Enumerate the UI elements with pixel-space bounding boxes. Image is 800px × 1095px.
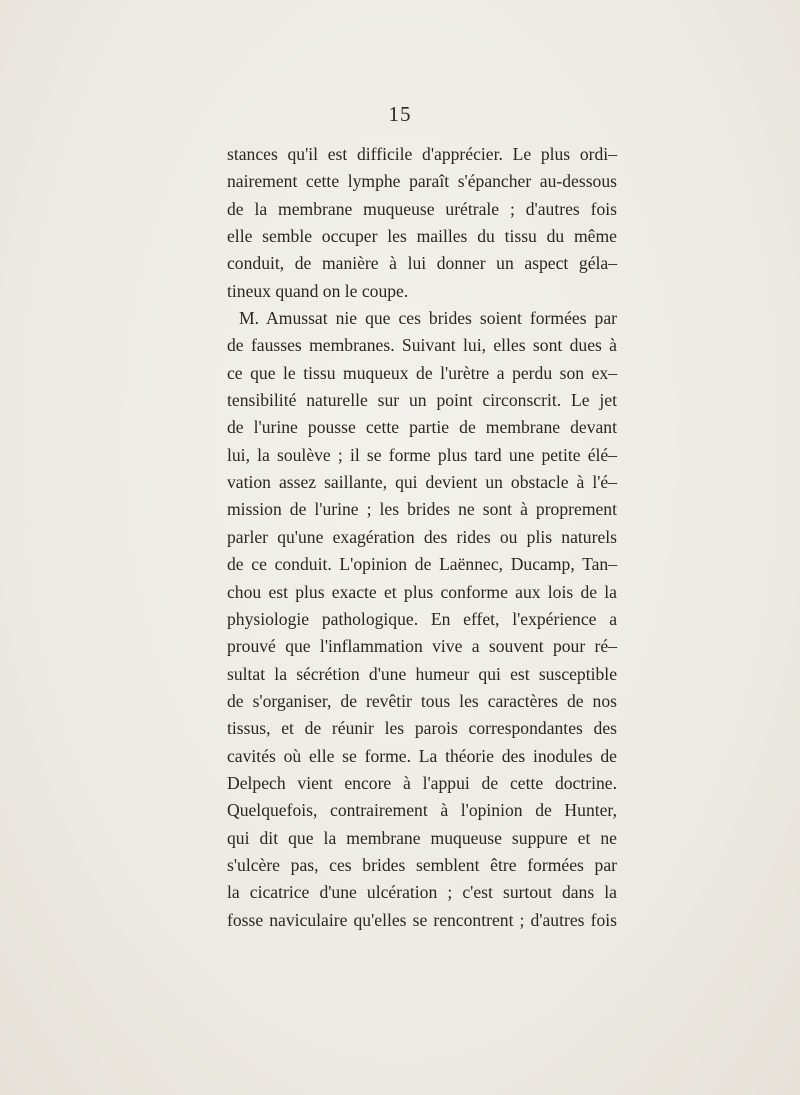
body-text: [227, 141, 617, 934]
text-line: de ce conduit. L'opinion de Laënnec, Ducamp, Tan–: [227, 554, 617, 575]
text-line: de la membrane muqueuse urétrale ; d'autres fois: [227, 198, 617, 219]
text-line: tissus, et de réunir les parois correspondantes des: [227, 718, 617, 739]
text-line: prouvé que l'inflammation vive a souvent pour ré–: [227, 636, 617, 657]
text-line: tensibilité naturelle sur un point circonscrit. Le jet: [227, 390, 617, 411]
text-line: stances qu'il est difficile d'apprécier. Le plus ordi–: [227, 144, 617, 164]
text-line: fosse naviculaire qu'elles se rencontrent ; d'autres fois: [227, 909, 617, 930]
text-line: sultat la sécrétion d'une humeur qui est susceptible: [227, 663, 617, 684]
text-line: qui dit que la membrane muqueuse suppure et ne: [227, 827, 617, 848]
text-line: mission de l'urine ; les brides ne sont à proprement: [227, 499, 617, 520]
text-line: de fausses membranes. Suivant lui, elles sont dues à: [227, 335, 617, 356]
text-line: Delpech vient encore à l'appui de cette doctrine.: [227, 772, 617, 793]
text-line: elle semble occuper les mailles du tissu du même: [227, 226, 617, 247]
text-line: M. Amussat nie que ces brides soient formées par: [239, 308, 617, 329]
text-line: la cicatrice d'une ulcération ; c'est surtout dans la: [227, 882, 617, 903]
page-number: 15: [388, 102, 412, 126]
text-line: lui, la soulève ; il se forme plus tard une petite élé–: [227, 444, 617, 465]
text-line: physiologie pathologique. En effet, l'expérience a: [227, 608, 617, 629]
text-line: tineux quand on le coupe.: [227, 280, 409, 301]
text-line: parler qu'une exagération des rides ou plis naturels: [227, 526, 617, 547]
text-line: de s'organiser, de revêtir tous les caractères de nos: [227, 690, 617, 711]
text-line: de l'urine pousse cette partie de membrane devant: [227, 417, 617, 438]
text-line: nairement cette lymphe paraît s'épancher au-dessous: [227, 171, 617, 192]
text-line: conduit, de manière à lui donner un aspect géla–: [227, 253, 617, 274]
text-line: Quelquefois, contrairement à l'opinion de Hunter,: [227, 800, 617, 821]
text-line: s'ulcère pas, ces brides semblent être formées par: [227, 854, 617, 875]
text-line: cavités où elle se forme. La théorie des inodules de: [227, 745, 617, 766]
text-line: ce que le tissu muqueux de l'urètre a perdu son ex–: [227, 362, 617, 383]
text-line: chou est plus exacte et plus conforme aux lois de la: [227, 581, 617, 602]
text-line: vation assez saillante, qui devient un obstacle à l'é–: [227, 472, 617, 493]
